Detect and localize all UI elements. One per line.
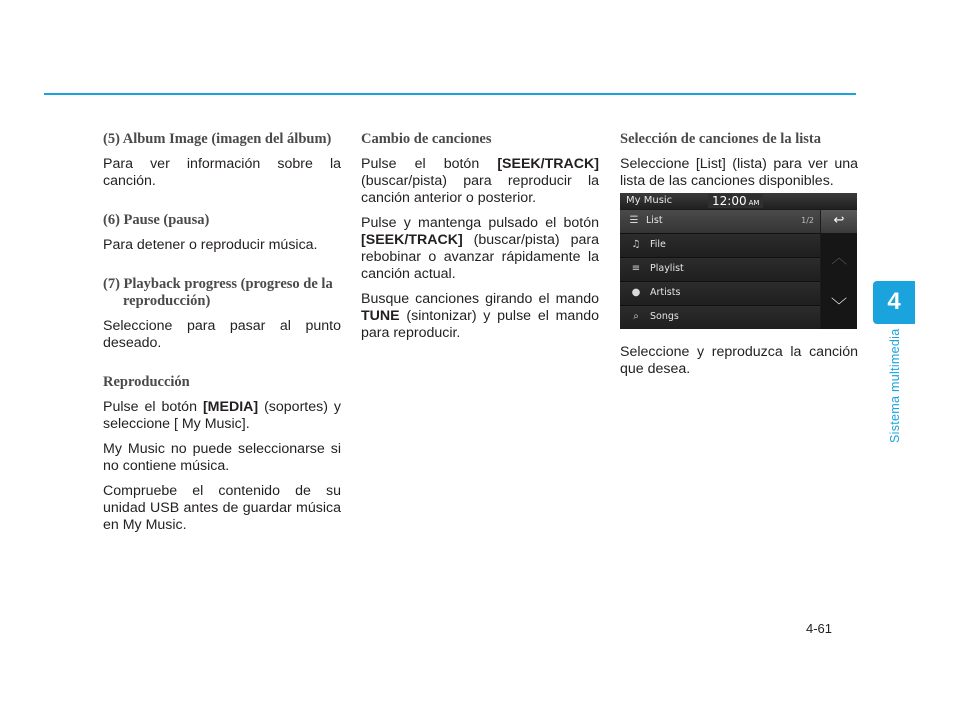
- paragraph: Seleccione y reproduzca la canción que desea.: [620, 344, 858, 377]
- scroll-up-button[interactable]: [821, 236, 857, 280]
- list-item-songs[interactable]: ⌕ Songs: [620, 306, 820, 329]
- heading-playback-progress: (7) Playback progress (progreso de la reproducción): [103, 276, 333, 309]
- playlist-icon: ≡: [631, 263, 641, 274]
- music-list: [620, 210, 820, 329]
- list-icon: ☰: [629, 215, 639, 226]
- heading-seleccion-lista: Selección de canciones de la lista: [620, 131, 821, 147]
- my-music-screen: [620, 193, 857, 329]
- screen-title: My Music: [626, 195, 673, 206]
- list-header[interactable]: ☰ List 1/2: [620, 210, 820, 234]
- heading-album-image: (5) Album Image (imagen del álbum): [103, 131, 332, 147]
- heading-reproduccion: Reproducción: [103, 374, 190, 390]
- page-indicator: 1/2: [801, 216, 814, 225]
- heading-pause: (6) Pause (pausa): [103, 212, 210, 228]
- paragraph: Seleccione para pasar al punto deseado.: [103, 318, 341, 351]
- paragraph: Pulse y mantenga pulsado el botón [SEEK/TRACK] (buscar/pista) para rebobinar o avanzar rápidamente la canción actual.: [361, 215, 599, 282]
- clock: 12:00 AM: [708, 194, 763, 208]
- column-1: [103, 131, 341, 542]
- person-icon: ●: [631, 287, 641, 298]
- paragraph: Seleccione [List] (lista) para ver una lista de las canciones disponibles.: [620, 156, 858, 189]
- chevron-down-icon: ﹀: [830, 296, 847, 315]
- heading-cambio-canciones: Cambio de canciones: [361, 131, 492, 147]
- column-2: [361, 131, 599, 350]
- list-item-artists[interactable]: ● Artists: [620, 282, 820, 306]
- list-item-file[interactable]: ♫ File: [620, 234, 820, 258]
- section-number: 4: [887, 288, 901, 315]
- back-icon: ↩: [833, 213, 845, 228]
- scroll-down-button[interactable]: [821, 284, 857, 328]
- page-number: 4-61: [806, 621, 833, 636]
- paragraph: Compruebe el contenido de su unidad USB antes de guardar música en My Music.: [103, 483, 341, 533]
- paragraph: Para detener o reproducir música.: [103, 237, 318, 253]
- paragraph: Pulse el botón [MEDIA] (soportes) y seleccione [ My Music].: [103, 399, 341, 432]
- search-icon: ⌕: [633, 311, 639, 322]
- section-title: Sistema multimedia: [888, 328, 902, 443]
- back-button[interactable]: [821, 210, 857, 233]
- screen-header: [620, 193, 857, 209]
- top-rule: [44, 93, 856, 95]
- screen-side-controls: [821, 210, 857, 329]
- paragraph: Para ver información sobre la canción.: [103, 156, 341, 189]
- chevron-up-icon: ︿: [830, 248, 847, 267]
- paragraph: Busque canciones girando el mando TUNE (sintonizar) y pulse el mando para reproducir.: [361, 291, 599, 341]
- paragraph: Pulse el botón [SEEK/TRACK] (buscar/pista) para reproducir la canción anterior o posterior.: [361, 156, 599, 206]
- list-item-playlist[interactable]: ≡ Playlist: [620, 258, 820, 282]
- paragraph: My Music no puede seleccionarse si no contiene música.: [103, 441, 341, 474]
- music-note-icon: ♫: [631, 239, 641, 250]
